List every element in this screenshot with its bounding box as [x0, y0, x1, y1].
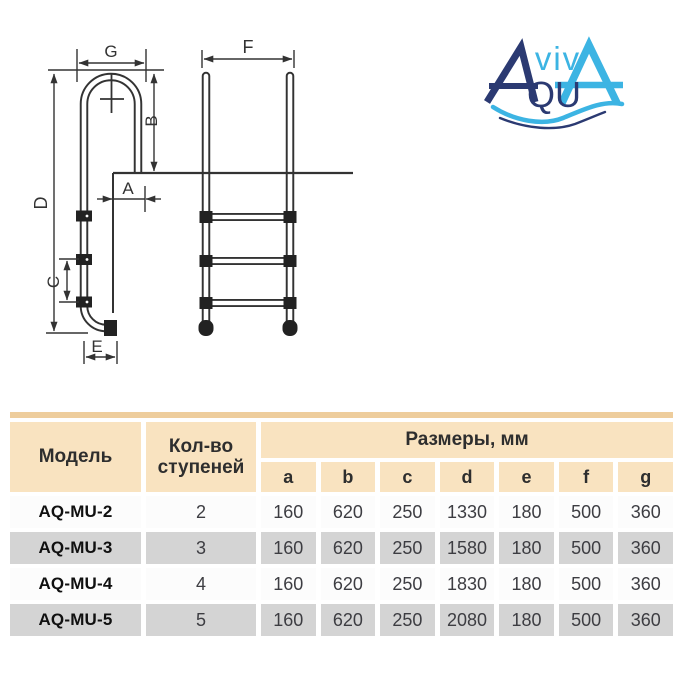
spec-table-grid [10, 422, 673, 636]
side-view [76, 73, 138, 336]
value-cell: 160 [261, 604, 316, 636]
column-header-a: a [261, 462, 316, 492]
value-cell: 250 [380, 532, 435, 564]
value-cell: 180 [499, 496, 554, 528]
steps-inner [206, 217, 290, 303]
dim-label-a: A [122, 179, 134, 198]
column-header-model: Модель [10, 422, 141, 492]
value-cell: 250 [380, 568, 435, 600]
value-cell: 1830 [440, 568, 495, 600]
dim-label-e: E [91, 337, 103, 356]
logo-text-qu: QU [527, 74, 581, 115]
value-cell: 180 [499, 604, 554, 636]
dimension-labels [31, 37, 254, 356]
handrail-tube-inner [84, 77, 138, 328]
column-header-dimensions: Размеры, мм [261, 422, 673, 458]
value-cell: 2080 [440, 604, 495, 636]
steps-cell: 2 [146, 496, 256, 528]
dim-label-b: B [142, 115, 161, 127]
value-cell: 360 [618, 496, 673, 528]
column-header-f: f [559, 462, 614, 492]
column-header-c: c [380, 462, 435, 492]
rails-outline [206, 76, 290, 325]
value-cell: 160 [261, 496, 316, 528]
logo-text-viv: viv [534, 40, 582, 77]
model-cell: AQ-MU-3 [10, 532, 141, 564]
model-cell: AQ-MU-2 [10, 496, 141, 528]
spec-table [10, 412, 673, 636]
value-cell: 1580 [440, 532, 495, 564]
value-cell: 620 [321, 532, 376, 564]
value-cell: 620 [321, 604, 376, 636]
steps-cell: 4 [146, 568, 256, 600]
value-cell: 500 [559, 568, 614, 600]
value-cell: 160 [261, 568, 316, 600]
table-top-strip [10, 412, 673, 418]
value-cell: 360 [618, 604, 673, 636]
steps-cell: 5 [146, 604, 256, 636]
front-view [113, 76, 353, 336]
steps-cell: 3 [146, 532, 256, 564]
column-header-e: e [499, 462, 554, 492]
value-cell: 500 [559, 496, 614, 528]
dim-label-c: C [44, 275, 63, 289]
logo [487, 40, 623, 128]
dim-label-g: G [104, 42, 118, 61]
value-cell: 500 [559, 604, 614, 636]
value-cell: 180 [499, 568, 554, 600]
value-cell: 250 [380, 496, 435, 528]
column-header-steps: Кол-во ступеней [146, 422, 256, 492]
value-cell: 620 [321, 496, 376, 528]
value-cell: 500 [559, 532, 614, 564]
column-header-b: b [321, 462, 376, 492]
model-cell: AQ-MU-4 [10, 568, 141, 600]
dim-label-d: D [31, 196, 51, 210]
ladder-feet [199, 320, 298, 336]
model-cell: AQ-MU-5 [10, 604, 141, 636]
value-cell: 360 [618, 532, 673, 564]
value-cell: 1330 [440, 496, 495, 528]
value-cell: 160 [261, 532, 316, 564]
wall-mount-pad [104, 320, 117, 336]
column-header-d: d [440, 462, 495, 492]
value-cell: 360 [618, 568, 673, 600]
value-cell: 180 [499, 532, 554, 564]
dim-label-f: F [242, 37, 254, 57]
rails-inner [206, 76, 290, 325]
column-header-g: g [618, 462, 673, 492]
handrail-tube-outline [84, 77, 138, 328]
value-cell: 250 [380, 604, 435, 636]
value-cell: 620 [321, 568, 376, 600]
